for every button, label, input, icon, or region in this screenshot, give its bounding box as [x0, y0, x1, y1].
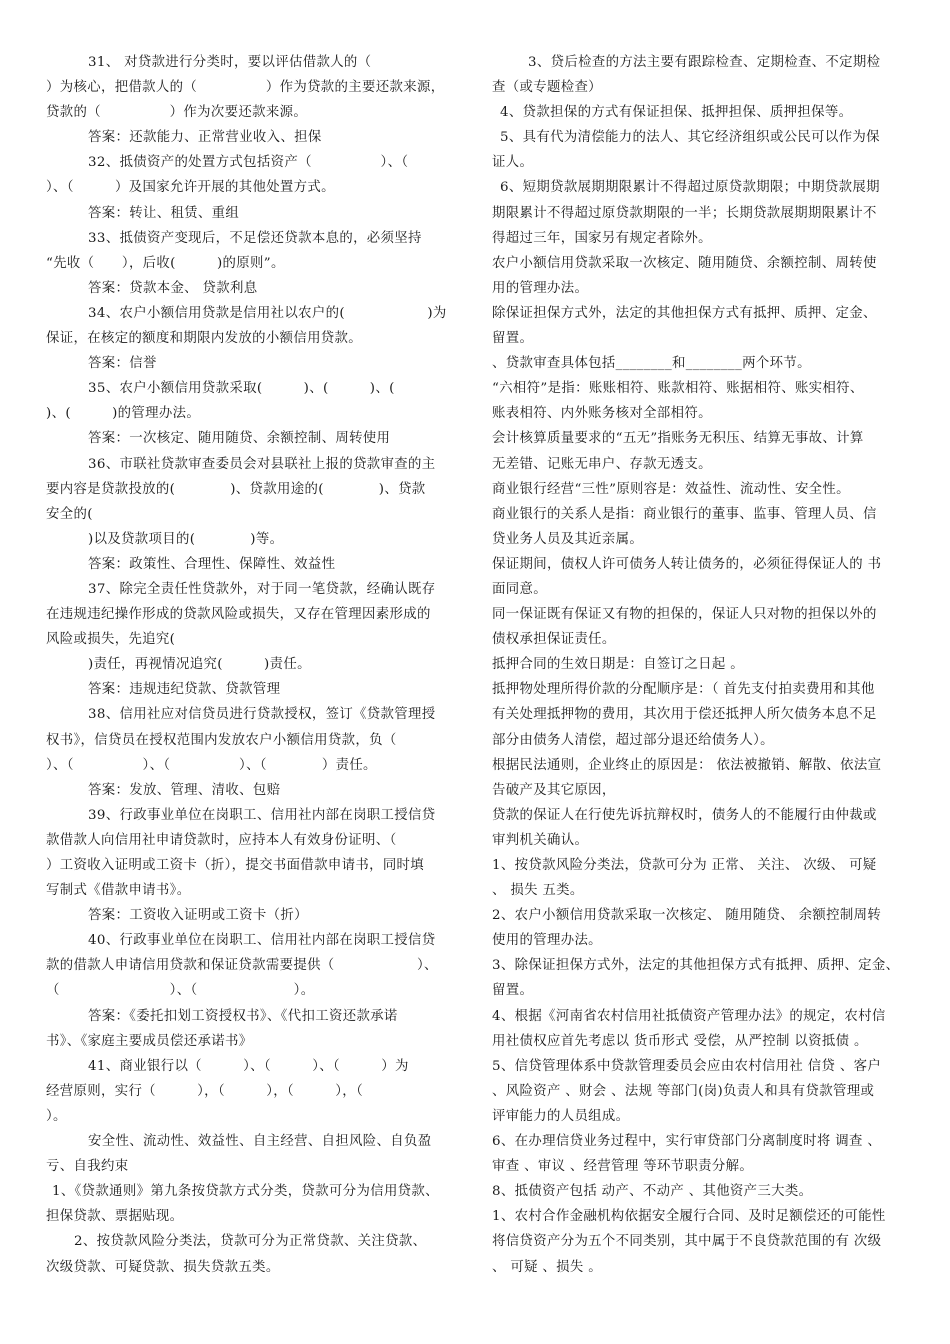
- right-text-line: 4、贷款担保的方式有保证担保、抵押担保、质押担保等。: [500, 105, 853, 121]
- left-text-line: ）工资收入证明或工资卡（折），提交书面借款申请书，同时填: [46, 858, 425, 873]
- left-text-line: ）、（ ）、（ ）、（ ）责任。: [46, 757, 377, 773]
- right-text-line: 查（或专题检查）: [492, 80, 602, 96]
- right-text-line: 有关处理抵押物的费用，其次用于偿还抵押人所欠债务本息不足: [492, 707, 877, 723]
- right-text-line: 保证期间，债权人许可债务人转让债务的，必须征得保证人的 书: [492, 556, 882, 572]
- left-text-line: 1、《贷款通则》第九条按贷款方式分类，贷款可分为信用贷款、: [52, 1184, 439, 1200]
- left-text-line: ）。: [46, 1108, 67, 1124]
- left-text-line: 答案：贷款本金、 贷款利息: [88, 280, 258, 296]
- left-text-line: 答案：转让、租赁、重组: [88, 205, 240, 221]
- right-text-line: 证人。: [492, 155, 534, 171]
- left-text-line: 33、抵债资产变现后，不足偿还贷款本息的，必须坚持: [88, 230, 422, 246]
- right-text-line: 、风险资产 、财会 、法规 等部门(岗)负责人和具有贷款管理或: [492, 1083, 875, 1099]
- left-text-line: 答案：违规违纪贷款、贷款管理: [88, 682, 281, 698]
- left-text-line: 40、行政事业单位在岗职工、信用社内部在岗职工授信贷: [88, 933, 436, 949]
- right-text-line: 会计核算质量要求的“五无”指账务无积压、结算无事故、计算: [492, 431, 864, 447]
- left-text-line: 答案：一次核定、随用随贷、余额控制、周转使用: [88, 431, 391, 447]
- left-text-line: ）、（ ）及国家允许开展的其他处置方式。: [46, 180, 335, 196]
- right-text-line: 留置。: [492, 983, 534, 999]
- left-text-line: )责任，再视情况追究( )责任。: [88, 657, 311, 673]
- right-text-line: 6、短期贷款展期期限累计不得超过原贷款期限；中期贷款展期: [500, 180, 880, 196]
- left-text-line: 权书》，信贷员在授权范围内发放农户小额信用贷款，负（: [46, 732, 397, 748]
- right-text-line: 将信贷资产分为五个不同类别，其中属于不良贷款范围的有 次级: [492, 1234, 882, 1250]
- right-text-line: 评审能力的人员组成。: [492, 1108, 630, 1124]
- left-text-line: )以及贷款项目的( )等。: [88, 531, 284, 547]
- left-text-line: 保证，在核定的额度和期限内发放的小额信用贷款。: [46, 331, 363, 347]
- right-text-line: 、 可疑 、损失 。: [492, 1259, 603, 1275]
- right-column: [492, 50, 908, 1280]
- right-text-line: 账表相符、内外账务核对全部相符。: [492, 406, 712, 422]
- left-text-line: 答案：工资收入证明或工资卡（折）: [88, 908, 308, 924]
- left-text-line: “先收（ ），后收( )的原则”。: [46, 255, 285, 271]
- left-text-line: 31、 对贷款进行分类时，要以评估借款人的（: [88, 55, 372, 70]
- right-text-line: 期限累计不得超过原贷款期限的一半；长期贷款展期期限累计不: [492, 205, 877, 221]
- right-text-line: 抵押物处理所得价款的分配顺序是：（ 首先支付拍卖费用和其他: [492, 682, 875, 698]
- left-text-line: 答案：政策性、合理性、保障性、效益性: [88, 556, 336, 572]
- left-text-line: 39、行政事业单位在岗职工、信用社内部在岗职工授信贷: [88, 807, 436, 823]
- right-text-line: 除保证担保方式外，法定的其他担保方式有抵押、质押、定金、: [492, 305, 877, 321]
- right-text-line: 5、具有代为清偿能力的法人、其它经济组织或公民可以作为保: [500, 130, 880, 146]
- right-text-line: 3、贷后检查的方法主要有跟踪检查、定期检查、不定期检: [528, 55, 881, 70]
- left-text-line: 2、按贷款风险分类法，贷款可分为正常贷款、关注贷款、: [74, 1234, 427, 1250]
- right-text-line: 留置。: [492, 331, 534, 347]
- left-text-line: 款的借款人申请信用贷款和保证贷款需要提供（ ）、: [46, 958, 438, 974]
- left-text-line: 贷款的（ ）作为次要还款来源。: [46, 105, 308, 121]
- left-text-line: 在违规违纪操作形成的贷款风险或损失，又存在管理因素形成的: [46, 607, 431, 623]
- right-text-line: 面同意。: [492, 581, 547, 597]
- right-text-line: “六相符”是指：账账相符、账款相符、账据相符、账实相符、: [492, 381, 864, 397]
- right-text-line: 债权承担保证责任。: [492, 632, 616, 648]
- right-text-line: 1、农村合作金融机构依据安全履行合同、及时足额偿还的可能性: [492, 1209, 886, 1225]
- left-text-line: )、( )的管理办法。: [46, 406, 201, 422]
- right-text-line: 5、信贷管理体系中贷款管理委员会应由农村信用社 信贷 、客户: [492, 1058, 882, 1074]
- right-text-line: 农户小额信用贷款采取一次核定、随用随贷、余额控制、周转使: [492, 255, 877, 271]
- left-text-line: 安全性、流动性、效益性、自主经营、自担风险、自负盈: [88, 1134, 432, 1150]
- right-text-line: 商业银行的关系人是指：商业银行的董事、监事、管理人员、信: [492, 506, 877, 522]
- left-text-line: 35、农户小额信用贷款采取( )、( )、(: [88, 381, 395, 397]
- right-text-line: 告破产及其它原因，: [492, 782, 616, 798]
- right-text-line: 1、按贷款风险分类法，贷款可分为 正常、 关注、 次级、 可疑: [492, 858, 877, 873]
- left-text-line: 写制式《借款申请书》。: [46, 883, 191, 899]
- right-text-line: 2、农户小额信用贷款采取一次核定、 随用随贷、 余额控制周转: [492, 908, 882, 924]
- left-text-line: 经营原则，实行（ ），（ ），（ ），（: [46, 1083, 364, 1099]
- left-text-line: 安全的(: [46, 506, 93, 522]
- right-text-line: 部分由债务人清偿，超过部分退还给债务人）。: [492, 732, 774, 748]
- right-text-line: 抵押合同的生效日期是：自签订之日起 。: [492, 657, 744, 673]
- left-text-line: 37、除完全责任性贷款外，对于同一笔贷款，经确认既存: [88, 581, 436, 597]
- right-text-line: 商业银行经营“三性”原则容是：效益性、流动性、安全性。: [492, 481, 850, 497]
- left-text-line: 34、农户小额信用贷款是信用社以农户的( )为: [88, 305, 447, 321]
- right-text-line: 贷业务人员及其近亲属。: [492, 531, 644, 547]
- left-text-line: （ ）、（ ）。: [46, 983, 315, 999]
- right-text-line: 审判机关确认。: [492, 832, 589, 848]
- right-text-line: 6、在办理信贷业务过程中，实行审贷部门分离制度时将 调查 、: [492, 1134, 882, 1150]
- right-text-line: 8、抵债资产包括 动产、不动产 、其他资产三大类。: [492, 1184, 813, 1200]
- right-text-line: 、贷款审查具体包括________和________两个环节。: [492, 356, 811, 372]
- right-text-line: 同一保证既有保证又有物的担保的，保证人只对物的担保以外的: [492, 607, 877, 623]
- right-text-line: 、 损失 五类。: [492, 883, 584, 899]
- right-text-line: 无差错、记账无串户、存款无透支。: [492, 456, 712, 472]
- right-text-line: 用社债权应首先考虑以 货币形式 受偿，从严控制 以资抵债 。: [492, 1033, 868, 1049]
- left-text-line: 风险或损失，先追究(: [46, 632, 176, 648]
- left-text-line: 41、商业银行以（ ）、（ ）、（ ）为: [88, 1058, 409, 1074]
- right-text-line: 贷款的保证人在行使先诉抗辩权时，债务人的不能履行由仲裁或: [492, 807, 877, 823]
- right-text-line: 得超过三年，国家另有规定者除外。: [492, 230, 712, 246]
- right-text-line: 4、根据《河南省农村信用社抵债资产管理办法》的规定，农村信: [492, 1008, 886, 1024]
- left-text-line: 答案：《委托扣划工资授权书》、《代扣工资还款承诺: [88, 1008, 398, 1024]
- right-text-line: 审查 、审议 、经营管理 等环节职责分解。: [492, 1159, 754, 1175]
- left-text-line: 38、信用社应对信贷员进行贷款授权，签订《贷款管理授: [88, 707, 436, 723]
- left-column: [46, 50, 464, 1280]
- left-text-line: 答案：信誉: [88, 356, 157, 372]
- right-text-line: 3、除保证担保方式外，法定的其他担保方式有抵押、质押、定金、: [492, 958, 900, 974]
- left-text-line: 答案：还款能力、正常营业收入、担保: [88, 130, 322, 146]
- left-text-line: 次级贷款、可疑贷款、损失贷款五类。: [46, 1259, 280, 1275]
- left-text-line: 亏、自我约束: [46, 1159, 129, 1175]
- left-text-line: 36、市联社贷款审查委员会对县联社上报的贷款审查的主: [88, 456, 436, 472]
- left-text-line: 答案：发放、管理、清收、包赔: [88, 782, 281, 798]
- right-text-line: 根据民法通则，企业终止的原因是： 依法被撤销、解散、依法宣: [492, 757, 882, 773]
- left-text-line: 书》、《家庭主要成员偿还承诺书》: [46, 1033, 253, 1049]
- left-text-line: 32、抵债资产的处置方式包括资产（ ）、（: [88, 155, 409, 171]
- left-text-line: 要内容是贷款投放的( )、贷款用途的( )、贷款: [46, 481, 426, 497]
- right-text-line: 用的管理办法。: [492, 280, 589, 296]
- right-text-line: 使用的管理办法。: [492, 933, 602, 949]
- left-text-line: ）为核心，把借款人的（ ）作为贷款的主要还款来源，: [46, 80, 445, 96]
- left-text-line: 担保贷款、票据贴现。: [46, 1209, 184, 1225]
- left-text-line: 款借款人向信用社申请贷款时，应持本人有效身份证明、（: [46, 832, 397, 848]
